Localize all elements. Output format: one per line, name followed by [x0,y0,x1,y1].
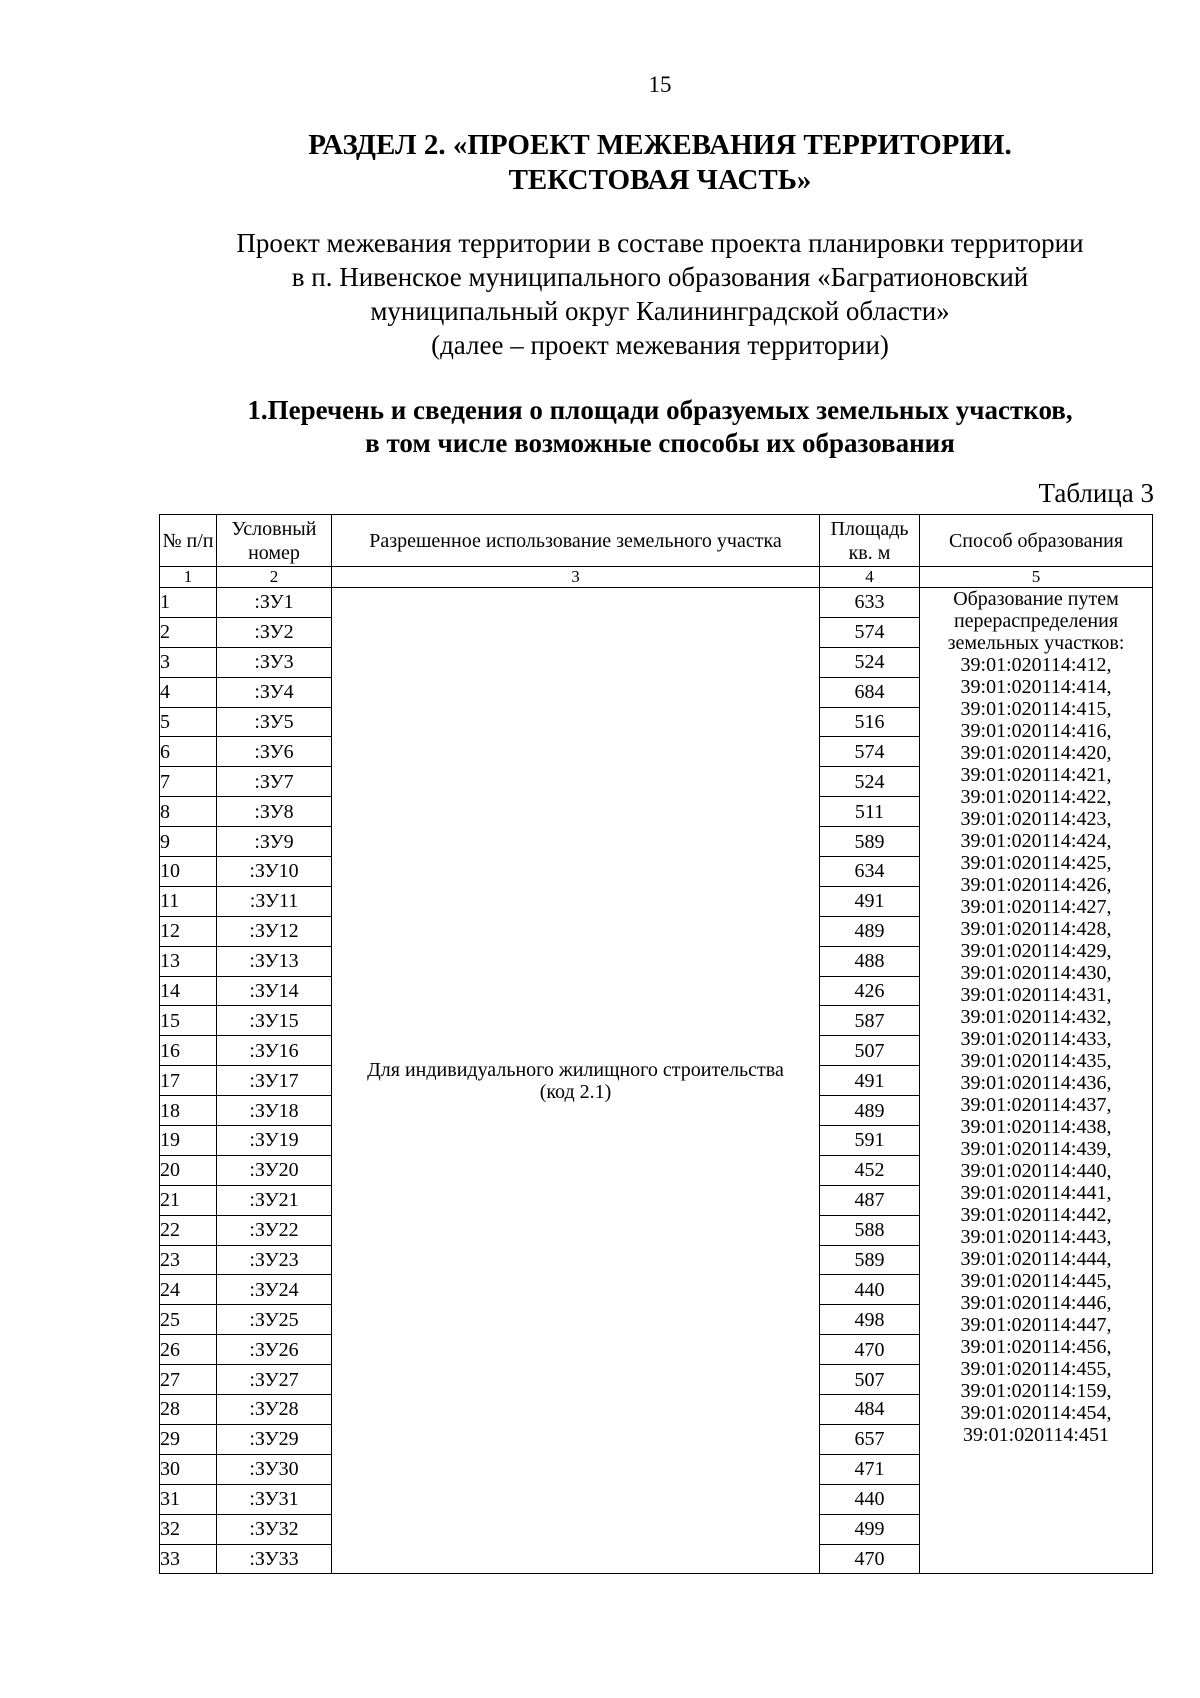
row-number: 17 [160,1066,217,1096]
formation-method-line: 39:01:020114:437, [960,1094,1112,1116]
row-number: 5 [160,707,217,737]
formation-method-line: Образование путем [953,588,1119,610]
row-number: 18 [160,1096,217,1126]
formation-method-line: 39:01:020114:426, [960,874,1112,896]
row-number: 8 [160,797,217,827]
plot-area: 488 [820,946,920,976]
plot-area: 487 [820,1185,920,1215]
formation-method-line: земельных участков: [947,632,1125,654]
row-number: 26 [160,1335,217,1365]
header-code: Условный номер [217,515,332,567]
land-plots-table [159,514,1153,1574]
formation-method-line: 39:01:020114:442, [960,1204,1112,1226]
plot-area: 452 [820,1155,920,1185]
plot-area: 634 [820,857,920,887]
row-number: 24 [160,1275,217,1305]
formation-method-line: 39:01:020114:447, [960,1314,1112,1336]
plot-code: :ЗУ26 [217,1335,332,1365]
plot-area: 507 [820,1365,920,1395]
row-number: 9 [160,827,217,857]
intro-line: муниципальный округ Калининградской области» [370,296,950,326]
row-number: 28 [160,1395,217,1425]
plot-code: :ЗУ29 [217,1424,332,1454]
row-number: 31 [160,1484,217,1514]
plot-area: 489 [820,1096,920,1126]
plot-code: :ЗУ11 [217,886,332,916]
plot-area: 589 [820,827,920,857]
formation-method-line: 39:01:020114:446, [960,1292,1112,1314]
row-number: 1 [160,588,217,618]
plot-area: 657 [820,1424,920,1454]
plot-area: 511 [820,797,920,827]
formation-method-line: 39:01:020114:443, [960,1226,1112,1248]
permitted-use-line: (код 2.1) [539,1080,612,1103]
plot-area: 516 [820,707,920,737]
plot-code: :ЗУ7 [217,767,332,797]
formation-method-line: 39:01:020114:441, [960,1182,1112,1204]
plot-code: :ЗУ28 [217,1395,332,1425]
row-number: 33 [160,1544,217,1574]
plot-code: :ЗУ13 [217,946,332,976]
plot-code: :ЗУ14 [217,976,332,1006]
plot-code: :ЗУ8 [217,797,332,827]
plot-code: :ЗУ2 [217,617,332,647]
plot-code: :ЗУ6 [217,737,332,767]
plot-area: 589 [820,1245,920,1275]
formation-method-line: 39:01:020114:421, [960,764,1112,786]
row-number: 10 [160,857,217,887]
plot-code: :ЗУ10 [217,857,332,887]
row-number: 11 [160,886,217,916]
plot-code: :ЗУ5 [217,707,332,737]
row-number: 19 [160,1126,217,1156]
column-number: 1 [160,567,217,588]
header-method: Способ образования [920,515,1153,567]
formation-method-line: 39:01:020114:432, [960,1006,1112,1028]
plot-code: :ЗУ20 [217,1155,332,1185]
formation-method-cell [920,588,1153,1574]
plot-area: 507 [820,1036,920,1066]
plot-area: 470 [820,1335,920,1365]
intro-line: (далее – проект межевания территории) [431,330,889,360]
formation-method-line: 39:01:020114:412, [960,654,1112,676]
plot-code: :ЗУ18 [217,1096,332,1126]
subsection-heading [0,394,1200,460]
permitted-use-cell [332,588,820,1574]
plot-area: 524 [820,767,920,797]
plot-area: 484 [820,1395,920,1425]
plot-code: :ЗУ12 [217,916,332,946]
intro-line: в п. Нивенское муниципального образования «Багратионовский [291,262,1029,292]
row-number: 32 [160,1514,217,1544]
formation-method-line: 39:01:020114:435, [960,1050,1112,1072]
formation-method-line: 39:01:020114:431, [960,984,1112,1006]
row-number: 21 [160,1185,217,1215]
plot-area: 491 [820,1066,920,1096]
formation-method-line: 39:01:020114:436, [960,1072,1112,1094]
row-number: 2 [160,617,217,647]
plot-area: 587 [820,1006,920,1036]
plot-code: :ЗУ3 [217,647,332,677]
row-number: 22 [160,1215,217,1245]
table-row [160,588,1153,618]
column-number-row [160,567,1153,588]
plot-area: 591 [820,1126,920,1156]
formation-method-line: 39:01:020114:420, [960,742,1112,764]
formation-method-line: 39:01:020114:416, [960,720,1112,742]
plot-code: :ЗУ31 [217,1484,332,1514]
formation-method-line: 39:01:020114:422, [960,786,1112,808]
plot-area: 440 [820,1484,920,1514]
plot-area: 491 [820,886,920,916]
header-number: № п/п [160,515,217,567]
formation-method-line: 39:01:020114:440, [960,1160,1112,1182]
page-number: 15 [648,72,672,97]
formation-method-line: 39:01:020114:456, [960,1336,1112,1358]
row-number: 4 [160,677,217,707]
formation-method-line: 39:01:020114:428, [960,918,1112,940]
table-body [160,588,1153,1574]
section-title-line: ТЕКСТОВАЯ ЧАСТЬ» [508,164,812,196]
plot-code: :ЗУ32 [217,1514,332,1544]
plot-area: 633 [820,588,920,618]
row-number: 12 [160,916,217,946]
plot-code: :ЗУ16 [217,1036,332,1066]
table-header-row [160,515,1153,567]
formation-method-line: 39:01:020114:425, [960,852,1112,874]
heading-line: 1.Перечень и сведения о площади образуемых земельных участков, [247,395,1073,425]
plot-code: :ЗУ21 [217,1185,332,1215]
plot-area: 489 [820,916,920,946]
formation-method-line: 39:01:020114:445, [960,1270,1112,1292]
plot-code: :ЗУ15 [217,1006,332,1036]
plot-code: :ЗУ33 [217,1544,332,1574]
plot-code: :ЗУ9 [217,827,332,857]
formation-method-line: 39:01:020114:415, [960,698,1112,720]
header-use: Разрешенное использование земельного участка [332,515,820,567]
row-number: 30 [160,1454,217,1484]
column-number: 5 [920,567,1153,588]
plot-code: :ЗУ19 [217,1126,332,1156]
plot-code: :ЗУ25 [217,1305,332,1335]
intro-paragraph [0,226,1200,362]
column-number: 3 [332,567,820,588]
formation-method-line: 39:01:020114:451 [963,1424,1109,1446]
row-number: 6 [160,737,217,767]
row-number: 20 [160,1155,217,1185]
intro-line: Проект межевания территории в составе проекта планировки территории [236,228,1084,258]
row-number: 25 [160,1305,217,1335]
row-number: 3 [160,647,217,677]
heading-line: в том числе возможные способы их образования [365,428,955,458]
plot-code: :ЗУ1 [217,588,332,618]
plot-area: 426 [820,976,920,1006]
permitted-use-line: Для индивидуального жилищного строительства [367,1058,784,1081]
formation-method-line: 39:01:020114:414, [960,676,1112,698]
formation-method-line: 39:01:020114:424, [960,830,1112,852]
plot-area: 440 [820,1275,920,1305]
plot-code: :ЗУ17 [217,1066,332,1096]
row-number: 29 [160,1424,217,1454]
plot-area: 470 [820,1544,920,1574]
plot-area: 499 [820,1514,920,1544]
table-label: Таблица 3 [1038,478,1154,508]
plot-area: 684 [820,677,920,707]
plot-code: :ЗУ27 [217,1365,332,1395]
section-title [0,128,1200,198]
formation-method-line: 39:01:020114:455, [960,1358,1112,1380]
formation-method-line: 39:01:020114:429, [960,940,1112,962]
plot-area: 471 [820,1454,920,1484]
formation-method-line: 39:01:020114:438, [960,1116,1112,1138]
formation-method-line: 39:01:020114:159, [960,1380,1112,1402]
plot-area: 524 [820,647,920,677]
column-number: 2 [217,567,332,588]
header-area: Площадь кв. м [820,515,920,567]
section-title-line: РАЗДЕЛ 2. «ПРОЕКТ МЕЖЕВАНИЯ ТЕРРИТОРИИ. [308,129,1012,161]
plot-code: :ЗУ24 [217,1275,332,1305]
plot-code: :ЗУ4 [217,677,332,707]
row-number: 23 [160,1245,217,1275]
row-number: 7 [160,767,217,797]
formation-method-line: 39:01:020114:430, [960,962,1112,984]
row-number: 13 [160,946,217,976]
formation-method-line: 39:01:020114:439, [960,1138,1112,1160]
plot-area: 574 [820,737,920,767]
row-number: 16 [160,1036,217,1066]
formation-method-line: 39:01:020114:454, [960,1402,1112,1424]
plot-area: 588 [820,1215,920,1245]
formation-method-line: 39:01:020114:444, [960,1248,1112,1270]
column-number: 4 [820,567,920,588]
plot-area: 574 [820,617,920,647]
plot-code: :ЗУ30 [217,1454,332,1484]
row-number: 14 [160,976,217,1006]
formation-method-line: 39:01:020114:433, [960,1028,1112,1050]
formation-method-line: 39:01:020114:427, [960,896,1112,918]
plot-area: 498 [820,1305,920,1335]
formation-method-line: 39:01:020114:423, [960,808,1112,830]
formation-method-line: перераспределения [953,610,1119,632]
plot-code: :ЗУ22 [217,1215,332,1245]
plot-code: :ЗУ23 [217,1245,332,1275]
row-number: 15 [160,1006,217,1036]
row-number: 27 [160,1365,217,1395]
